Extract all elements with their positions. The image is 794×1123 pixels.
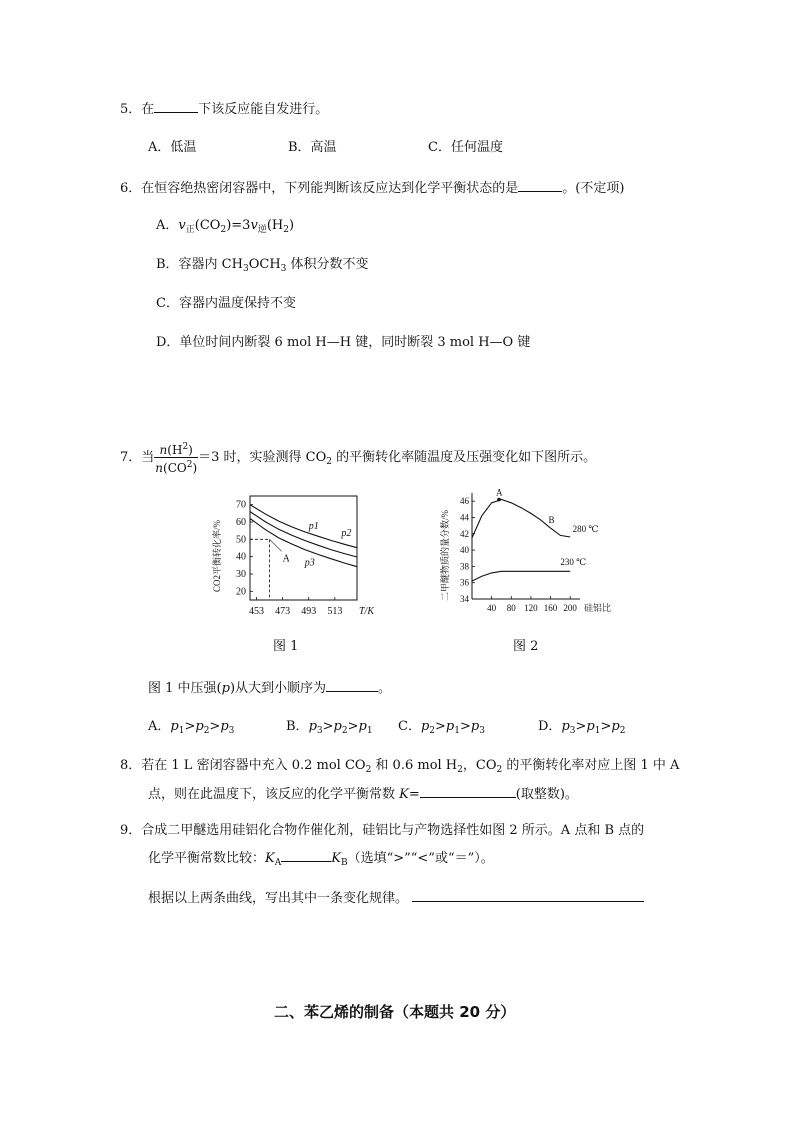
y-tick-label: 44 — [460, 512, 469, 523]
answer-blank[interactable] — [154, 99, 198, 113]
y-tick-label: 60 — [236, 517, 246, 528]
plot-frame — [250, 496, 357, 600]
series-label-p2: p2 — [341, 527, 352, 539]
q5-option-c[interactable]: C．任何温度 — [428, 140, 503, 155]
q6-option-b[interactable]: B．容器内 $CH_3OCH_3$ 体积分数不变 — [156, 257, 369, 274]
y-tick-label: 50 — [236, 534, 246, 546]
q5-stem: 5．在 下该反应能自发进行。 — [120, 99, 328, 119]
q7-option-c[interactable]: C．$p_2>p_1>p_3$ — [398, 719, 485, 736]
x-tick-label: 513 — [327, 606, 343, 617]
figure-2-chart — [432, 487, 622, 617]
x-axis-label: T/K — [359, 606, 375, 617]
y-tick-label: 38 — [460, 561, 469, 572]
q5-option-b[interactable]: B．高温 — [288, 140, 337, 155]
point-a-label: A — [282, 553, 290, 565]
figure-2-caption: 图 2 — [513, 639, 539, 654]
x-tick-label: 120 — [524, 603, 538, 613]
series-line-280 — [472, 500, 570, 538]
y-tick-label: 20 — [236, 586, 246, 598]
answer-blank[interactable] — [518, 178, 562, 192]
x-tick-label: 200 — [563, 603, 577, 613]
q7-option-d[interactable]: D．$p_3>p_1>p_2$ — [538, 719, 626, 736]
y-axis-label: 二甲醚物质的量分数/% — [440, 510, 450, 601]
answer-blank[interactable] — [420, 784, 516, 798]
y-axis-label: CO2平衡转化率/% — [212, 519, 222, 592]
y-tick-label: 70 — [236, 499, 246, 511]
figure-1-chart — [205, 490, 375, 625]
point-a-label: A — [496, 487, 503, 498]
y-tick-label: 40 — [460, 545, 469, 556]
q6-option-a[interactable]: A．$v_正(CO_2)=3v_逆(H_2)$ — [156, 218, 295, 235]
y-tick-label: 30 — [236, 569, 246, 580]
answer-blank[interactable] — [412, 888, 644, 902]
x-tick-label: 473 — [275, 606, 291, 617]
q7-option-b[interactable]: B．$p_3>p_2>p_1$ — [286, 719, 373, 736]
y-tick-label: 34 — [460, 594, 469, 604]
q6-option-d[interactable]: D．单位时间内断裂 6 mol H—H 键，同时断裂 3 mol H—O 键 — [156, 335, 531, 350]
q9-stem-line3: 根据以上两条曲线，写出其中一条变化规律。 — [148, 888, 644, 908]
x-tick-label: 160 — [543, 603, 558, 613]
x-tick-label: 493 — [301, 606, 317, 617]
y-tick-label: 36 — [460, 577, 469, 588]
series-label-280: 280 ℃ — [572, 524, 599, 535]
series-label-p3: p3 — [304, 557, 315, 569]
x-tick-label: 453 — [249, 606, 265, 617]
q7-stem: 7．当 $\frac{n(H^2)}{n(CO^2)}$ ＝3 时，实验测得 $CO_2$ 的平衡转化率随温度及压强变化如下图所示。 — [120, 442, 597, 475]
x-axis-label: 硅铝比 — [584, 603, 612, 613]
y-tick-label: 46 — [460, 496, 469, 507]
q7-question: 图 1 中压强(p)从大到小顺序为 。 — [148, 678, 391, 698]
q9-stem-line1: 9．合成二甲醚选用硅铝化合物作催化剂，硅铝比与产物选择性如图 2 所示。A 点和 B 点的 — [120, 823, 645, 838]
ratio-fraction: $\frac{n(H^2)}{n(CO^2)}$ — [155, 442, 198, 475]
answer-blank[interactable] — [281, 848, 331, 862]
q7-option-a[interactable]: A．$p_1>p_2>p_3$ — [148, 719, 235, 736]
y-tick-label: 42 — [460, 528, 469, 539]
figure-1-caption: 图 1 — [273, 639, 299, 654]
point-a-leader — [270, 539, 282, 551]
series-label-230: 230 ℃ — [560, 556, 587, 567]
point-b-label: B — [548, 515, 555, 526]
x-tick-label: 40 — [487, 603, 497, 613]
series-line-p3 — [250, 519, 357, 567]
q9-stem-line2: 化学平衡常数比较：$K_A$ $K_B$（选填“>”“<”或“＝”）。 — [148, 848, 494, 872]
q8-stem-line2: 点，则在此温度下，该反应的化学平衡常数 K= (取整数)。 — [148, 784, 578, 804]
point-a-marker — [497, 498, 501, 502]
series-line-230 — [472, 571, 570, 581]
q8-stem-line1: 8．若在 1 L 密闭容器中充入 0.2 mol $CO_2$ 和 0.6 mol $H_2$，$CO_2$ 的平衡转化率对应上图 1 中 A — [120, 758, 680, 775]
x-tick-label: 80 — [506, 603, 516, 613]
section-heading: 二、苯乙烯的制备（本题共 20 分） — [274, 1003, 516, 1021]
q6-option-c[interactable]: C．容器内温度保持不变 — [156, 296, 296, 311]
y-tick-label: 40 — [236, 551, 246, 563]
series-label-p1: p1 — [308, 520, 319, 532]
q6-stem: 6．在恒容绝热密闭容器中，下列能判断该反应达到化学平衡状态的是 。(不定项) — [120, 178, 624, 198]
answer-blank[interactable] — [326, 678, 378, 692]
q5-option-a[interactable]: A．低温 — [148, 140, 197, 155]
series-line-p1 — [250, 505, 357, 548]
